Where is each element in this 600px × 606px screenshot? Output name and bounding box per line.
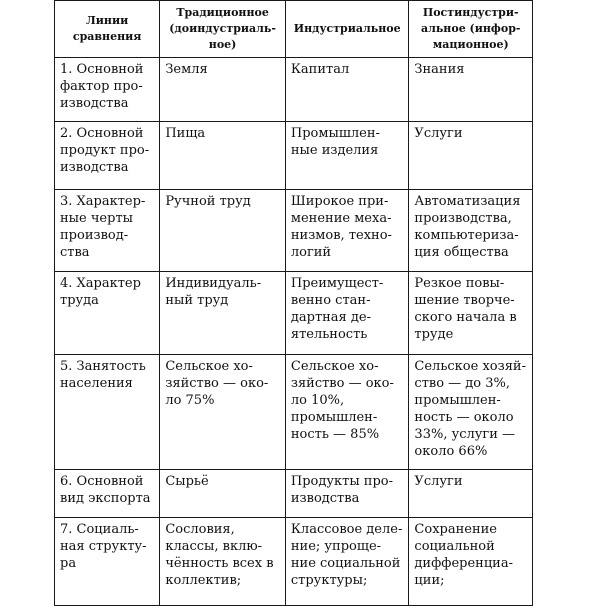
traditional-cell: Сельское хо- зяйство — око- ло 75%: [160, 355, 286, 470]
traditional-cell: Ручной труд: [160, 190, 286, 272]
criterion-cell: 1. Основной фактор про- изводства: [55, 58, 160, 122]
header-row: [55, 1, 533, 58]
postindustrial-cell: Автоматизация производства, компьютериза- ция общества: [409, 190, 533, 272]
criterion-cell: 5. Занятость населения: [55, 355, 160, 470]
traditional-cell: Сословия, классы, вклю- чённость всех в коллектив;: [160, 518, 286, 606]
industrial-cell: Классовое деле- ние; упроще- ние социальной структуры;: [285, 518, 409, 606]
comparison-table: [54, 0, 533, 606]
header-industrial: Индустриальное: [285, 1, 409, 58]
table-row: [55, 122, 533, 190]
postindustrial-cell: Сохранение социальной дифференциа- ции;: [409, 518, 533, 606]
postindustrial-cell: Резкое повы- шение творче- ского начала в труде: [409, 272, 533, 355]
industrial-cell: Капитал: [285, 58, 409, 122]
criterion-cell: 6. Основной вид экспорта: [55, 470, 160, 518]
industrial-cell: Промышлен- ные изделия: [285, 122, 409, 190]
postindustrial-cell: Услуги: [409, 122, 533, 190]
industrial-cell: Продукты про- изводства: [285, 470, 409, 518]
traditional-cell: Сырьё: [160, 470, 286, 518]
industrial-cell: Преимущест- венно стан- дартная де- ятельность: [285, 272, 409, 355]
postindustrial-cell: Услуги: [409, 470, 533, 518]
table-row: [55, 58, 533, 122]
table-row: [55, 470, 533, 518]
header-criteria: Линии сравнения: [55, 1, 160, 58]
header-traditional: Традиционное (доиндустриаль- ное): [160, 1, 286, 58]
traditional-cell: Земля: [160, 58, 286, 122]
industrial-cell: Широкое при- менение меха- низмов, техно- логий: [285, 190, 409, 272]
criterion-cell: 3. Характер- ные черты производ- ства: [55, 190, 160, 272]
traditional-cell: Пища: [160, 122, 286, 190]
traditional-cell: Индивидуаль- ный труд: [160, 272, 286, 355]
postindustrial-cell: Сельское хозяй- ство — до 3%, промышлен- ность — около 33%, услуги — около 66%: [409, 355, 533, 470]
table-row: [55, 518, 533, 606]
table-row: [55, 272, 533, 355]
table-row: [55, 355, 533, 470]
postindustrial-cell: Знания: [409, 58, 533, 122]
table-row: [55, 190, 533, 272]
criterion-cell: 2. Основной продукт про- изводства: [55, 122, 160, 190]
criterion-cell: 4. Характер труда: [55, 272, 160, 355]
header-postindustrial: Постиндустри- альное (инфор- мационное): [409, 1, 533, 58]
industrial-cell: Сельское хо- зяйство — око- ло 10%, промышлен- ность — 85%: [285, 355, 409, 470]
criterion-cell: 7. Социаль- ная структу- ра: [55, 518, 160, 606]
